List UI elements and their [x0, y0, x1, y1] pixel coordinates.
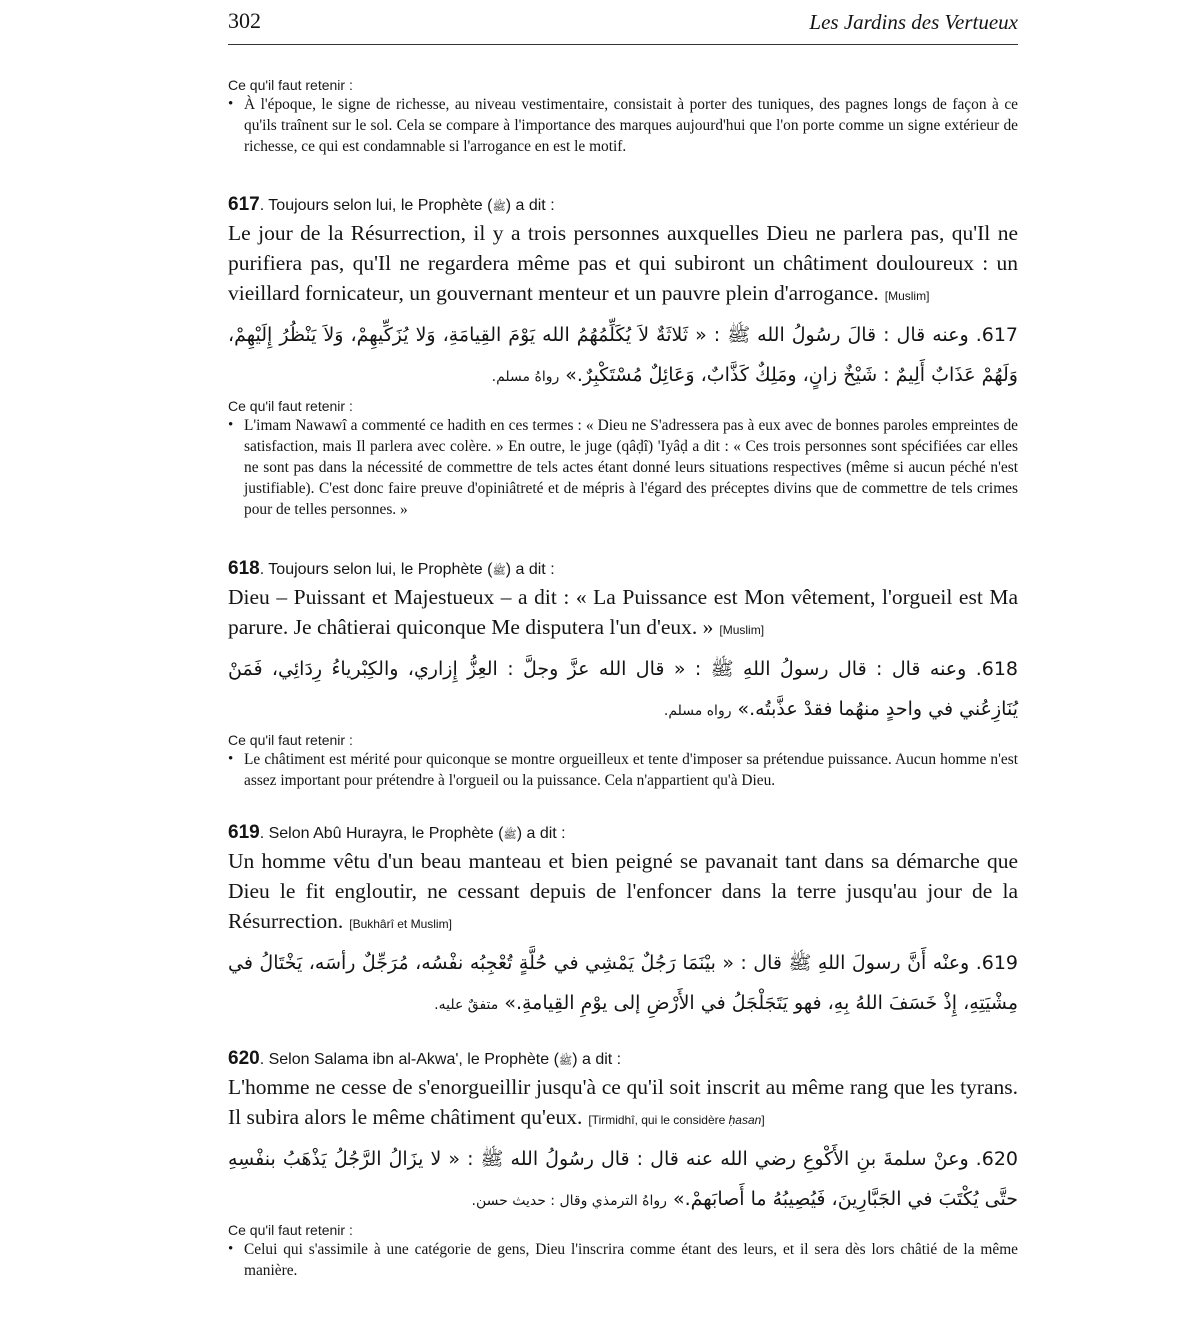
hadith-source: [Muslim]: [884, 289, 930, 303]
hadith-arabic: 617. وعنه قال : قالَ رسُولُ الله ﷺ : « ثَلاثَةٌ لاَ يُكَلِّمُهُمُ الله يَوْمَ القِيامَةِ، وَلا يُزَكِّيهِمْ، وَلاَ يَنْظُرُ إِلَيْهِمْ، وَلَهُمْ عَذَابٌ أَلِيمٌ : شَيْخٌ زانٍ، ومَلِكٌ كَذَّابٌ، وَعَائِلٌ مُسْتَكْبِرٌ.» رواهُ مسلم.: [228, 324, 1018, 386]
hadith-heading: 618. Toujours selon lui, le Prophète (ﷺ) a dit :: [228, 558, 555, 579]
honorific-icon: ﷺ: [492, 565, 506, 577]
hadith-620: [228, 1048, 1018, 1281]
hadith-source: [Tirmidhî, qui le considère ḥasan]: [588, 1113, 765, 1127]
hadith-translation: Dieu – Puissant et Majestueux – a dit : « La Puissance est Mon vêtement, l'orgueil est Ma parure. Je châtierai quiconque Me disputera l'un d'eux. » [Muslim]: [228, 585, 1018, 639]
hadith-618: [228, 558, 1018, 791]
retain-label: Ce qu'il faut retenir :: [228, 1222, 353, 1238]
arabic-source: متفقٌ عليه.: [434, 997, 499, 1013]
bullet-icon: •: [228, 96, 234, 112]
arabic-source: رواه مسلم.: [663, 703, 732, 719]
honorific-icon: ﷺ: [503, 829, 517, 841]
bullet-icon: •: [228, 417, 234, 433]
hadith-heading: 620. Selon Salama ibn al-Akwa', le Prophète (ﷺ) a dit :: [228, 1048, 622, 1069]
note-bullet: • Le châtiment est mérité pour quiconque se montre orgueilleux et tente d'imposer sa prétendue puissance. Aucun homme n'est assez important pour prétendre à l'orgueil ou la puissance. Cela n'appartient qu'à Dieu.: [228, 751, 1018, 789]
hadith-619: [228, 822, 1018, 1025]
hadith-number: 620: [228, 1048, 260, 1069]
running-header: [228, 6, 1018, 38]
hadith-arabic: 620. وعنْ سلمةَ بنِ الأَكْوعِ رضي الله عنه قال : قال رسُولُ الله ﷺ : « لا يزَالُ الرَّجُلُ يَذْهَبُ بنفْسِهِ حتَّى يُكْتَبَ في الجَبَّارِينَ، فَيُصِيبُهُ ما أَصابَهمْ.» رواهُ الترمذي وقال : حديث حسن.: [228, 1148, 1018, 1210]
note-bullet: • L'imam Nawawî a commenté ce hadith en ces termes : « Dieu ne S'adressera pas à eux avec de bonnes paroles empreintes de satisfaction, mais Il parlera avec colère. » En outre, le juge (qâḍî) 'Iyâḍ a dit : « Ces trois personnes sont spécifiées car elles ne sont pas dans la nécessité de commettre de tels actes étant donné leurs situations respectives (même si aucun péché n'est justifiable). C'est donc faire preuve d'opiniâtreté et de mépris à l'égard des préceptes divins que de commettre de tels crimes pour de telles personnes. »: [228, 417, 1018, 518]
retain-label: Ce qu'il faut retenir :: [228, 77, 353, 93]
book-title: Les Jardins des Vertueux: [809, 10, 1018, 34]
note-bullet: • À l'époque, le signe de richesse, au niveau vestimentaire, consistait à porter des tuniques, des pagnes longs de façon à ce qu'ils traînent sur le sol. Cela se compare à l'importance des marques aujourd'hui que l'on porte comme un signe extérieur de richesse, ce qui est condamnable si l'arrogance en est le motif.: [228, 96, 1018, 155]
honorific-icon: ﷺ: [492, 201, 506, 213]
header-rule: [228, 44, 1018, 45]
retain-label: Ce qu'il faut retenir :: [228, 732, 353, 748]
page-number: 302: [228, 8, 261, 33]
arabic-source: رواهُ مسلم.: [491, 369, 560, 385]
hadith-617: [228, 194, 1018, 520]
hadith-heading: 617. Toujours selon lui, le Prophète (ﷺ) a dit :: [228, 194, 555, 215]
hadith-arabic: 618. وعنه قال : قال رسولُ اللهِ ﷺ : « قال الله عزَّ وجلَّ : العِزُّ إِزاري، والكِبْرياءُ رِدَائِي، فَمَنْ يُنَازِعُني في واحدٍ منهُما فقدْ عذَّبتُه.» رواه مسلم.: [228, 658, 1018, 720]
honorific-icon: ﷺ: [558, 1055, 573, 1067]
intro-note: [228, 76, 1018, 157]
hadith-number: 619: [228, 822, 260, 843]
hadith-heading: 619. Selon Abû Hurayra, le Prophète (ﷺ) a dit :: [228, 822, 566, 843]
retain-label: Ce qu'il faut retenir :: [228, 398, 353, 414]
hadith-translation: L'homme ne cesse de s'enorgueillir jusqu'à ce qu'il soit inscrit au même rang que les tyrans. Il subira alors le même châtiment qu'eux. [Tirmidhî, qui le considère ḥasan]: [228, 1075, 1018, 1129]
arabic-source: رواهُ الترمذي وقال : حديث حسن.: [471, 1193, 667, 1209]
hadith-translation: Le jour de la Résurrection, il y a trois personnes auxquelles Dieu ne parlera pas, qu'Il ne purifiera pas, qu'Il ne regardera même pas et qui subiront un châtiment douloureux : un vieillard fornicateur, un gouvernant menteur et un pauvre plein d'arrogance. [Muslim]: [228, 221, 1018, 305]
hadith-arabic: 619. وعنْه أَنَّ رسولَ اللهِ ﷺ قال : « بيْنَمَا رَجُلٌ يَمْشِي في حُلَّةٍ تُعْجِبُه نفْسُه، مُرَجِّلٌ رأسَه، يَخْتَالُ في مِشْيَتِهِ، إِذْ خَسَفَ اللهُ بِهِ، فهو يَتَجَلْجَلُ في الأَرْضِ إلى يوْمِ القِيامةِ.» متفقٌ عليه.: [228, 952, 1018, 1014]
hadith-number: 617: [228, 194, 260, 215]
hadith-source: [Bukhârî et Muslim]: [349, 917, 452, 931]
bullet-icon: •: [228, 1241, 234, 1257]
note-bullet: • Celui qui s'assimile à une catégorie de gens, Dieu l'inscrira comme étant des leurs, et il sera dès lors châtié de la même manière.: [228, 1241, 1018, 1279]
hadith-source: [Muslim]: [719, 623, 765, 637]
bullet-icon: •: [228, 751, 234, 767]
hadith-number: 618: [228, 558, 260, 579]
hadith-translation: Un homme vêtu d'un beau manteau et bien peigné se pavanait tant dans sa démarche que Dieu le fit engloutir, ne cessant depuis de l'enfoncer dans la terre jusqu'au jour de la Résurrection. [Bukhârî et Muslim]: [228, 849, 1018, 933]
